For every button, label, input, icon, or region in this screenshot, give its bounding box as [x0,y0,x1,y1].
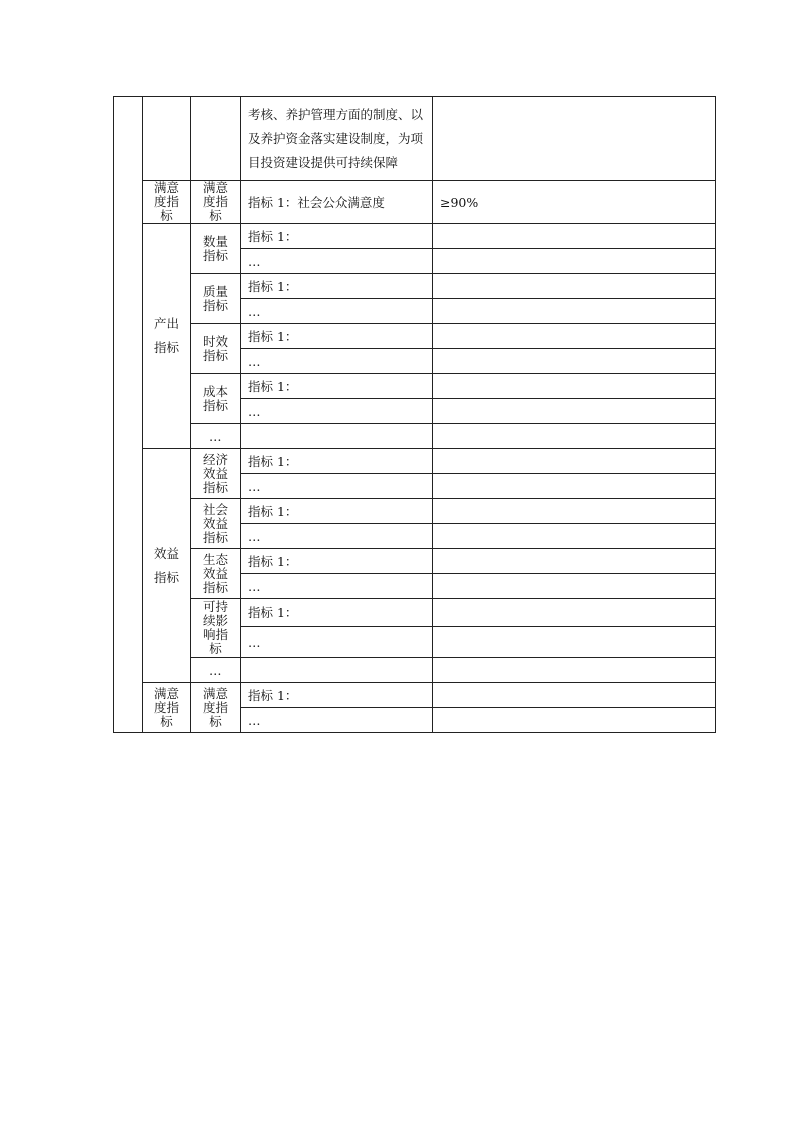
table-row [114,181,716,224]
table-row [114,224,716,249]
level2-cost: 成本指标 [191,374,241,424]
indicator-cell: … [241,574,433,599]
target-value-cell [433,549,716,574]
indicator-cell: 指标 1： [241,274,433,299]
blank-first-column [114,97,143,733]
target-value-cell [433,349,716,374]
continued-value-cell [433,97,716,181]
table-row [114,324,716,349]
continued-indicator-text: 考核、养护管理方面的制度、以及养护资金落实建设制度，为项目投资建设提供可持续保障 [241,97,433,181]
indicator-cell: … [241,299,433,324]
target-value-cell [433,399,716,424]
level2-quantity: 数量指标 [191,224,241,274]
target-value-cell [433,324,716,349]
level2-ecological: 生态效益指标 [191,549,241,599]
indicator-cell: 指标 1： [241,374,433,399]
target-value-cell [433,374,716,399]
table-row [114,97,716,181]
table-row [114,424,716,449]
table-row [114,274,716,299]
indicator-cell: 指标 1：社会公众满意度 [241,181,433,224]
level2-social: 社会效益指标 [191,499,241,549]
table-row [114,549,716,574]
target-value-cell [433,627,716,658]
target-value-cell [433,299,716,324]
level2-more: … [191,424,241,449]
table-row [114,599,716,627]
indicator-cell [241,658,433,683]
target-value-cell [433,658,716,683]
level1-benefit: 效益指标 [143,449,191,683]
blank-level2-cell [191,97,241,181]
target-value-cell [433,424,716,449]
indicator-cell: … [241,627,433,658]
target-value-cell: ≥90% [433,181,716,224]
level2-economic: 经济效益指标 [191,449,241,499]
target-value-cell [433,224,716,249]
target-value-cell [433,683,716,708]
indicator-cell: 指标 1： [241,549,433,574]
table-row [114,683,716,708]
level2-quality: 质量指标 [191,274,241,324]
target-value-cell [433,708,716,733]
indicator-cell: 指标 1： [241,599,433,627]
target-value-cell [433,574,716,599]
blank-level1-cell [143,97,191,181]
table-row [114,658,716,683]
indicator-cell: … [241,399,433,424]
indicator-cell: 指标 1： [241,499,433,524]
target-value-cell [433,474,716,499]
target-value-cell [433,499,716,524]
indicator-cell: … [241,249,433,274]
performance-indicator-table [113,96,716,733]
indicator-cell: 指标 1： [241,449,433,474]
indicator-cell: 指标 1： [241,324,433,349]
level1-satisfaction: 满意度指标 [143,181,191,224]
target-value-cell [433,249,716,274]
level1-output: 产出指标 [143,224,191,449]
table-row [114,374,716,399]
table-row [114,449,716,474]
indicator-cell: … [241,708,433,733]
target-value-cell [433,599,716,627]
level2-satisfaction-bottom: 满意度指标 [191,683,241,733]
indicator-cell: 指标 1： [241,683,433,708]
level1-satisfaction-bottom: 满意度指标 [143,683,191,733]
level2-timeliness: 时效指标 [191,324,241,374]
indicator-cell: … [241,349,433,374]
target-value-cell [433,524,716,549]
table-row [114,499,716,524]
indicator-cell: … [241,524,433,549]
target-value-cell [433,274,716,299]
indicator-cell: 指标 1： [241,224,433,249]
level2-more: … [191,658,241,683]
level2-satisfaction: 满意度指标 [191,181,241,224]
target-value-cell [433,449,716,474]
indicator-cell [241,424,433,449]
level2-sustainable: 可持续影响指标 [191,599,241,658]
indicator-cell: … [241,474,433,499]
